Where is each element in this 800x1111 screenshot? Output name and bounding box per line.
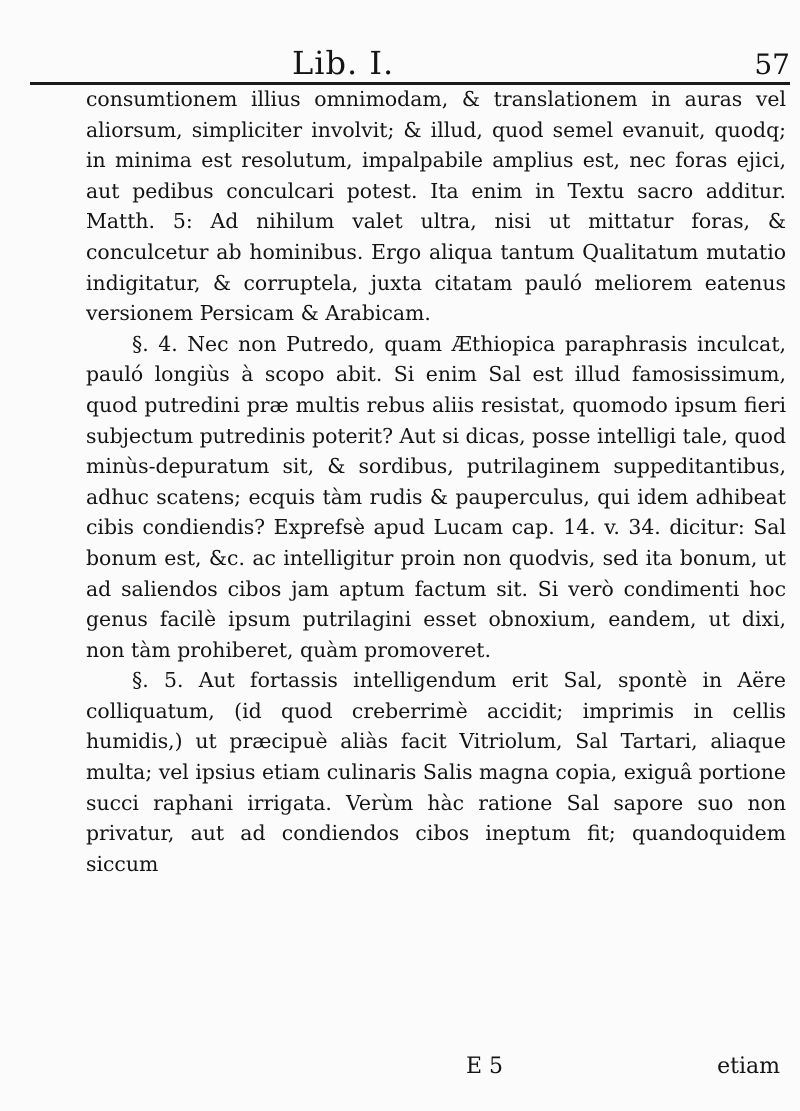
page-number: 57 [754, 48, 790, 81]
page-header [30, 38, 790, 85]
page-footer [86, 1054, 786, 1090]
signature-mark: E 5 [466, 1054, 504, 1079]
paragraph-section-4: §. 4. Nec non Putredo, quam Æthiopica paraphrasis inculcat, pauló longiùs à scopo abit. Si enim Sal est illud famosissimum, quod putredini præ multis rebus aliis resistat, quomodo ipsum fieri subjectum putredinis poterit? Aut si dicas, posse intelligi tale, quod minùs-depuratum sit, & sordibus, putrilaginem suppeditantibus, adhuc scatens; ecquis tàm rudis & pauperculus, qui idem adhibeat cibis condiendis? Exprefsè apud Lucam cap. 14. v. 34. dicitur: Sal bonum est, &c. ac intelligitur proin non quodvis, sed ita bonum, ut ad saliendos cibos jam aptum factum sit. Si verò condimenti hoc genus facilè ipsum putrilagini esset obnoxium, eandem, ut dixi, non tàm prohiberet, quàm promoveret. [86, 331, 786, 662]
paragraph-continuation: consumtionem illius omnimodam, & translationem in auras vel aliorsum, simpliciter involvit; & illud, quod semel evanuit, quodq; in minima est resolutum, impalpabile amplius est, nec foras ejici, aut pedibus conculcari potest. Ita enim in Textu sacro additur. Matth. 5: Ad nihilum valet ultra, nisi ut mittatur foras, & conculcetur ab hominibus. Ergo aliqua tantum Qualitatum mutatio indigitatur, & corruptela, juxta citatam pauló meliorem eatenus versionem Persicam & Arabicam. [86, 87, 786, 326]
body-text [86, 84, 786, 879]
catchword: etiam [717, 1054, 780, 1079]
running-head: Lib. I. [292, 44, 395, 82]
paragraph-section-5: §. 5. Aut fortassis intelligendum erit Sal, spontè in Aëre colliquatum, (id quod creberrimè accidit; imprimis in cellis humidis,) ut præcipuè aliàs facit Vitriolum, Sal Tartari, aliaque multa; vel ipsius etiam culinaris Salis magna copia, exiguâ portione succi raphani irrigata. Verùm hàc ratione Sal sapore suo non privatur, aut ad condiendos cibos ineptum fit; quandoquidem siccum [86, 668, 786, 876]
